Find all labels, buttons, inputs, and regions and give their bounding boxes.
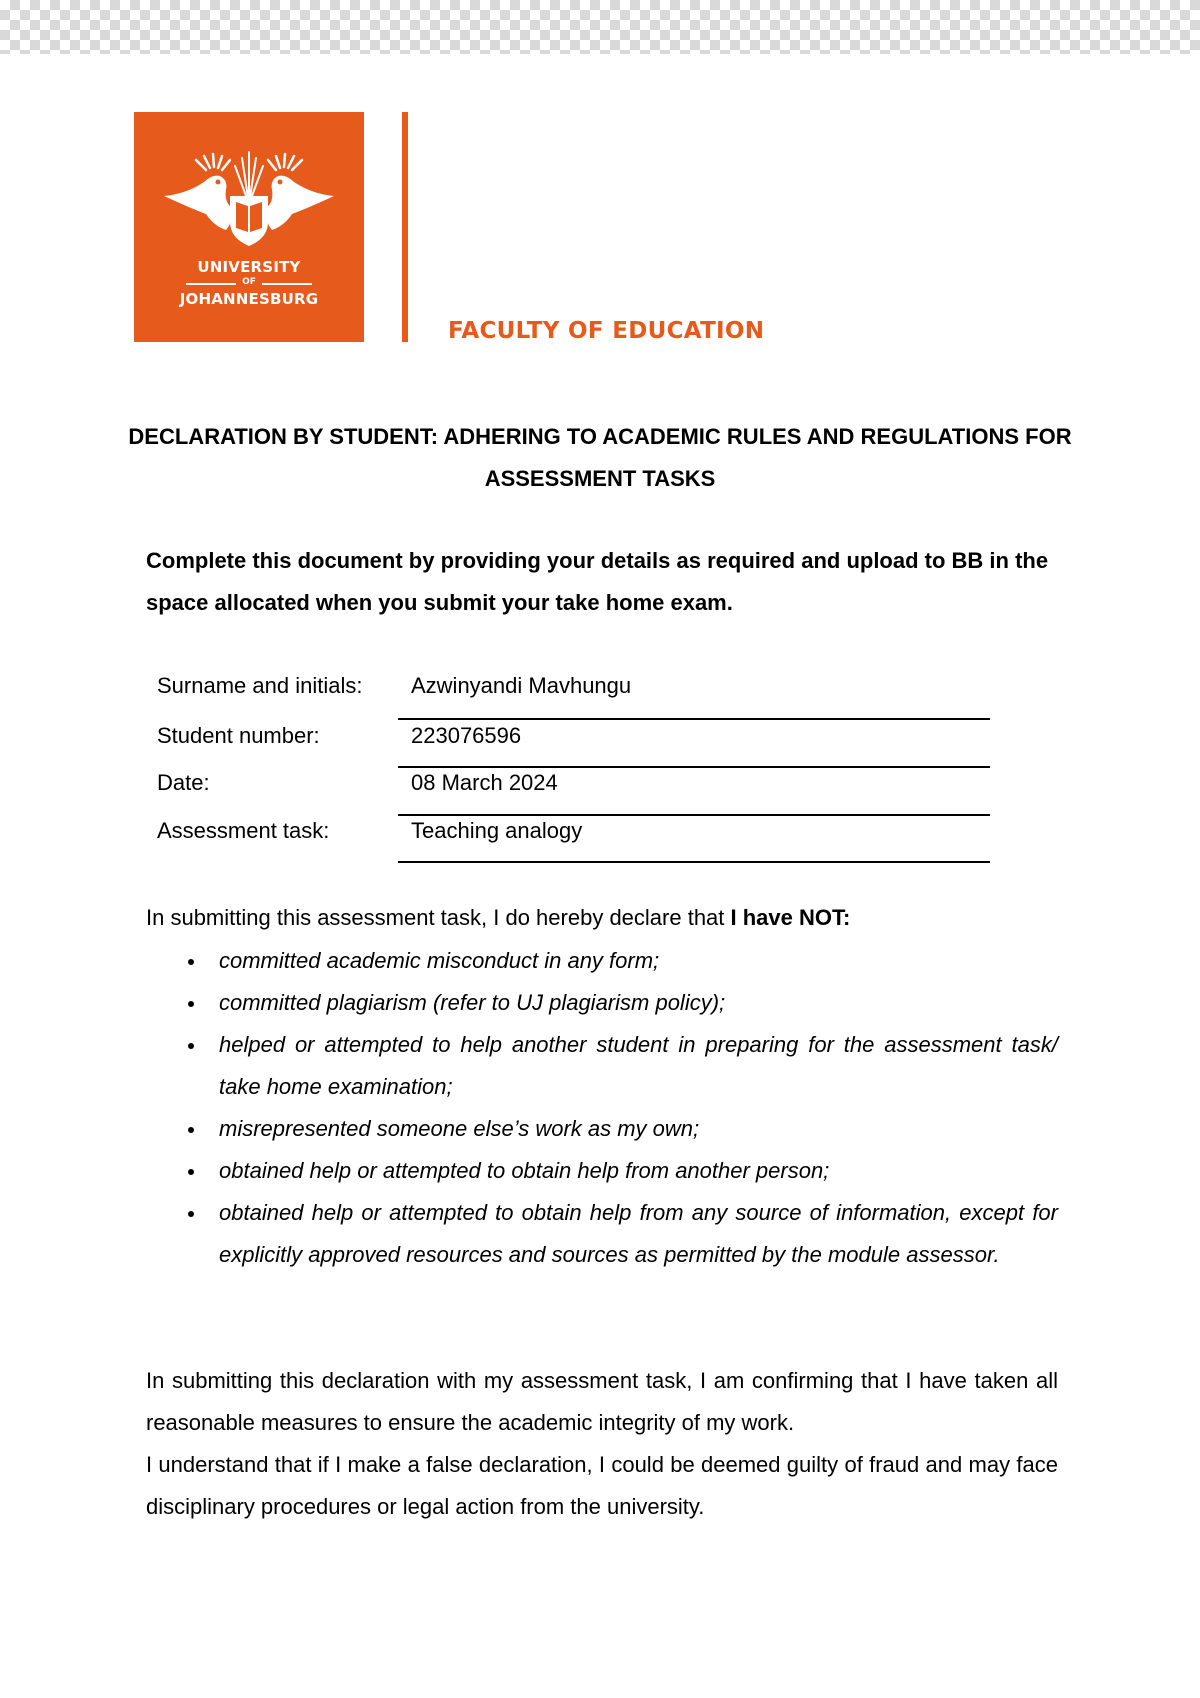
faculty-name: FACULTY OF EDUCATION [448, 318, 765, 344]
field-underline-date [398, 814, 990, 816]
document-title: DECLARATION BY STUDENT: ADHERING TO ACADEMIC RULES AND REGULATIONS FOR ASSESSMENT TASKS [128, 424, 1072, 491]
declaration-list [146, 940, 1058, 1276]
field-label-date: Date: [157, 770, 210, 795]
logo-text-johannesburg: JOHANNESBURG [179, 290, 319, 308]
list-item: committed plagiarism (refer to UJ plagiarism policy); [146, 982, 1058, 1024]
logo-text-university: UNIVERSITY [197, 258, 301, 276]
list-item: committed academic misconduct in any form; [146, 940, 1058, 982]
logo-emblem-icon [134, 112, 364, 257]
logo-vertical-divider [402, 112, 408, 342]
field-value-date[interactable]: 08 March 2024 [411, 770, 558, 795]
closing-paragraph-1: In submitting this declaration with my assessment task, I am confirming that I have taken all reasonable measures to ensure the academic integrity of my work. [146, 1368, 1058, 1435]
logo-of-row [186, 277, 312, 289]
list-item: obtained help or attempted to obtain help from another person; [146, 1150, 1058, 1192]
instructions: Complete this document by providing your details as required and upload to BB in the space allocated when you submit your take home exam. [146, 548, 1049, 615]
field-value-surname[interactable]: Azwinyandi Mavhungu [411, 673, 632, 698]
field-label-student-number: Student number: [157, 723, 320, 748]
field-label-surname: Surname and initials: [157, 673, 363, 698]
list-item: helped or attempted to help another student in preparing for the assessment task/ take home examination; [146, 1024, 1058, 1108]
declaration-intro [146, 905, 850, 931]
field-value-student-number[interactable]: 223076596 [411, 723, 522, 748]
declaration-intro-text: In submitting this assessment task, I do hereby declare that [146, 905, 731, 930]
logo-divider-right [262, 283, 312, 285]
closing-paragraph-2: I understand that if I make a false declaration, I could be deemed guilty of fraud and may face disciplinary procedures or legal action from the university. [146, 1452, 1058, 1519]
field-label-assessment-task: Assessment task: [157, 818, 330, 843]
field-value-assessment-task[interactable]: Teaching analogy [411, 818, 583, 843]
list-item: misrepresented someone else’s work as my own; [146, 1108, 1058, 1150]
field-underline-surname [398, 718, 990, 720]
logo-text-of: OF [242, 277, 256, 287]
university-logo [134, 112, 364, 342]
transparency-header-strip [0, 0, 1200, 54]
field-underline-assessment-task [398, 861, 990, 863]
field-underline-student-number [398, 766, 990, 768]
list-item: obtained help or attempted to obtain help from any source of information, except for explicitly approved resources and sources as permitted by the module assessor. [146, 1192, 1058, 1276]
declaration-intro-bold: I have NOT: [730, 905, 851, 930]
